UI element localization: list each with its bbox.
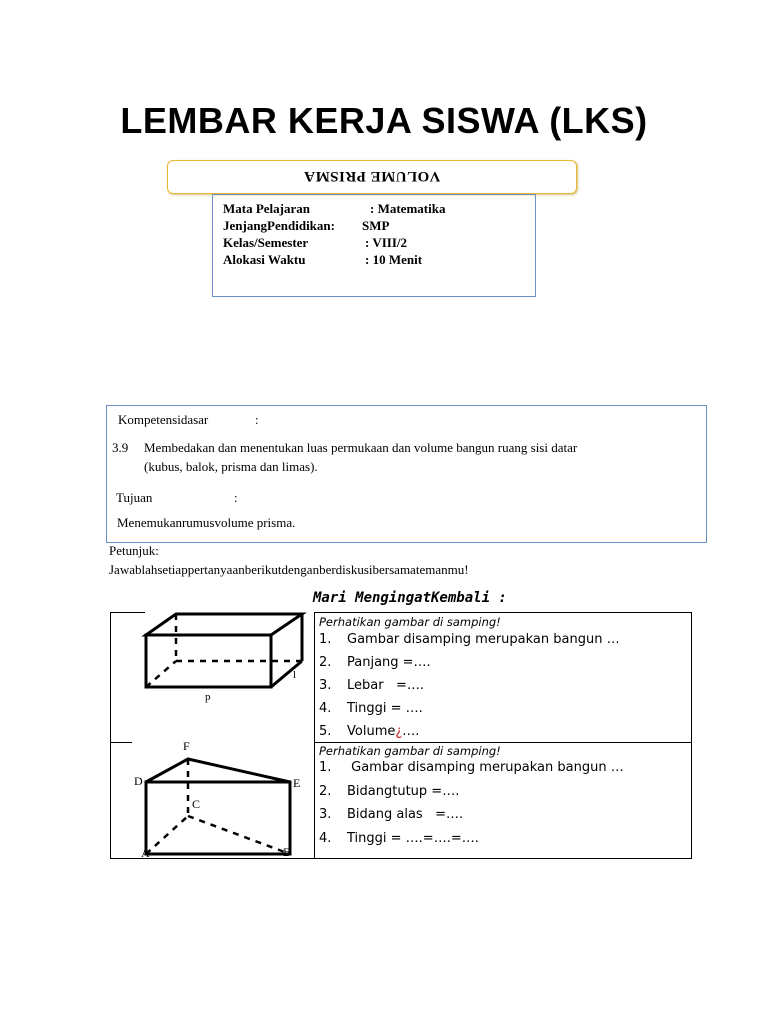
goal-label: Tujuan (116, 490, 153, 505)
info-label-level: JenjangPendidikan: (223, 218, 335, 233)
block1-q5-num: 5. (319, 724, 332, 739)
review-table (110, 612, 692, 859)
cuboid-label-p: p (205, 691, 211, 703)
prism-label-b: B (283, 845, 292, 859)
cuboid-label-l: l (293, 669, 297, 681)
info-label-class: Kelas/Semester (223, 235, 309, 250)
competency-box (106, 405, 707, 543)
info-value-level: SMP (362, 218, 390, 233)
subject-info-box (212, 194, 536, 297)
competency-label: Kompetensidasar (118, 412, 209, 427)
block2-q4: Tinggi = ….=….=…. (347, 831, 479, 846)
block1-q3: Lebar =…. (347, 678, 424, 693)
block1-q5-tail: …. (402, 724, 420, 739)
block1-q4-num: 4. (319, 701, 332, 716)
goal-text: Menemukanrumusvolume prisma. (117, 515, 296, 530)
block2-q2-num: 2. (319, 784, 332, 799)
banner-title: VOLUME PRISMA (303, 168, 441, 184)
block1-q2: Panjang =…. (347, 655, 431, 670)
competency-line-2: (kubus, balok, prisma dan limas). (144, 459, 318, 474)
competency-colon: : (255, 412, 259, 427)
block1-q5-text: Volume (347, 724, 396, 739)
competency-number: 3.9 (112, 440, 129, 455)
page-title: LEMBAR KERJA SISWA (LKS) (120, 100, 648, 141)
goal-colon: : (234, 490, 238, 505)
block1-q5-mark: ¿ (395, 724, 403, 739)
info-value-time: : 10 Menit (365, 252, 423, 267)
prism-label-d: D (134, 774, 143, 788)
prism-label-c: C (192, 797, 201, 811)
block1-q1-num: 1. (319, 632, 332, 647)
block2-q3-num: 3. (319, 807, 332, 822)
instruction-text: Jawablahsetiappertanyaanberikutdenganberdiskusibersamatemanmu! (109, 562, 469, 577)
section-title: Mari MengingatKembali : (313, 590, 507, 606)
prism-label-a: A (141, 846, 150, 860)
cuboid-label-t: t (301, 624, 304, 635)
block1-q2-num: 2. (319, 655, 332, 670)
block1-q4: Tinggi = …. (347, 701, 423, 716)
block1-q1: Gambar disamping merupakan bangun … (347, 632, 620, 647)
info-value-class: : VIII/2 (365, 235, 408, 250)
block2-q1-num: 1. (319, 760, 332, 775)
competency-line-1: Membedakan dan menentukan luas permukaan dan volume bangun ruang sisi datar (144, 440, 578, 455)
block1-q3-num: 3. (319, 678, 332, 693)
block2-heading: Perhatikan gambar di samping! (319, 744, 501, 758)
prism-label-e: E (293, 776, 301, 790)
prism-figure (140, 744, 340, 859)
block1-q5 (347, 724, 419, 739)
block2-q1: Gambar disamping merupakan bangun … (347, 760, 624, 775)
block2-q3: Bidang alas =…. (347, 807, 464, 822)
info-value-subject: : Matematika (370, 201, 446, 216)
info-label-subject: Mata Pelajaran (223, 201, 311, 216)
topic-banner (167, 160, 577, 194)
prism-label-f: F (183, 739, 190, 753)
instruction-label: Petunjuk: (109, 543, 159, 558)
block1-heading: Perhatikan gambar di samping! (319, 615, 501, 629)
block2-q2: Bidangtutup =…. (347, 784, 460, 799)
block2-q4-num: 4. (319, 831, 332, 846)
info-label-time: Alokasi Waktu (223, 252, 306, 267)
cuboid-figure (140, 612, 340, 712)
